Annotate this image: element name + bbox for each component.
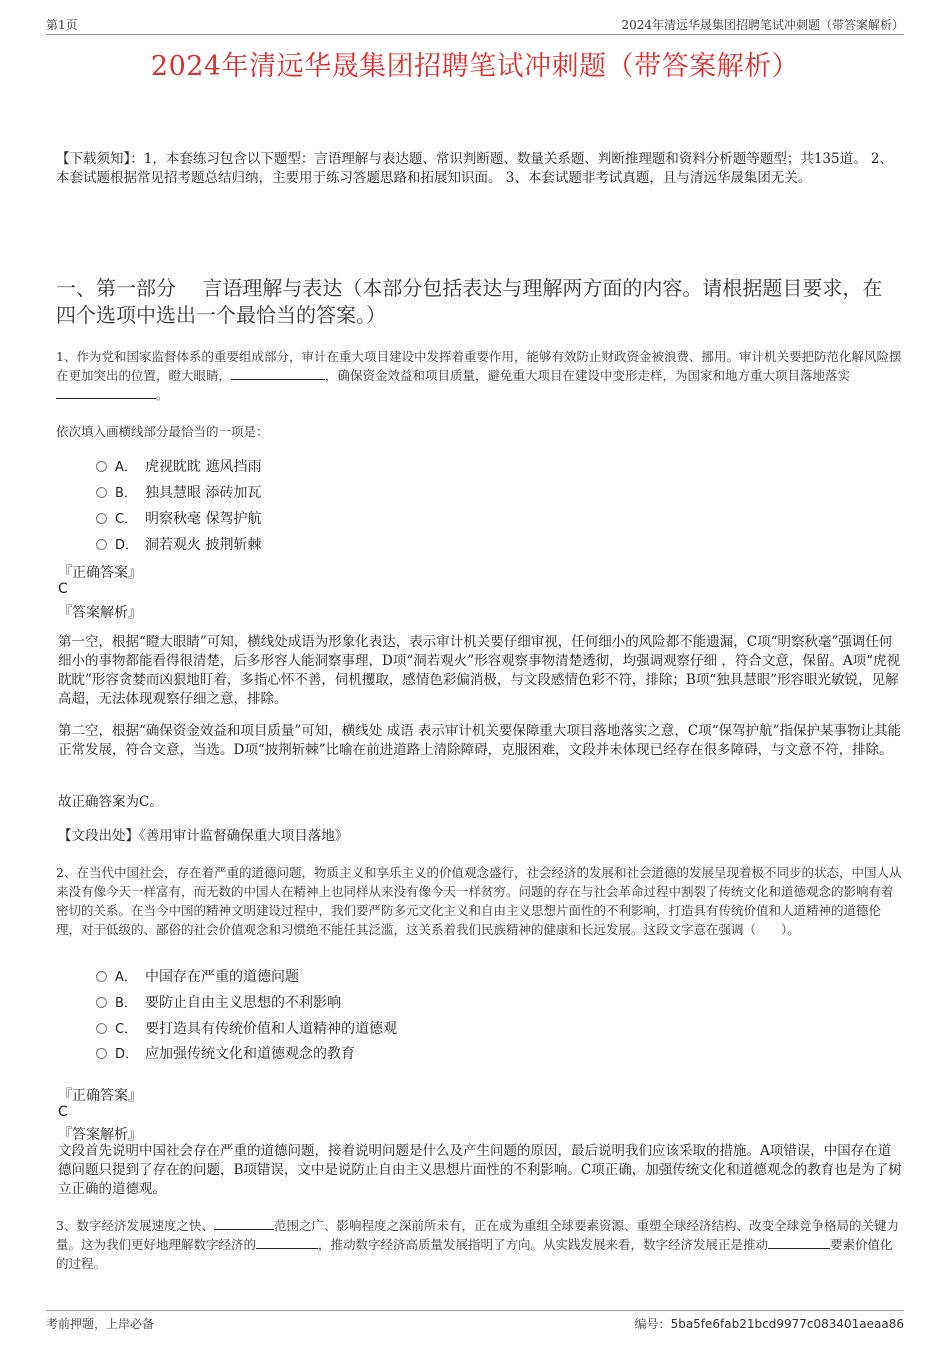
section-heading: 一、第一部分 言语理解与表达（本部分包括表达与理解两方面的内容。请根据题目要求，在四个选项中选出一个最恰当的答案。） (56, 276, 883, 327)
q1-answer: C (58, 581, 68, 597)
question-2-stem: 2、在当代中国社会，存在着严重的道德问题，物质主义和享乐主义的价值观念盛行，社会经济的发展和社会道德的发展呈现着极不同步的状态，中国人从来没有像今天一样富有，而无数的中国人在精神上也同样从来没有像今天一样贫穷。问题的存在与社会革命过程中割裂了传统文化和道德观念的影响有着密切的关系。在当今中国的精神文明建设过程中，我们要严防多元文化主义和自由主义思想片面性的不利影响，打造具有传统价值和人道精神的道德伦理，对于低级的、鄙俗的社会价值观念和习惯绝不能任其泛滥，这关系着我们民族精神的健康和长远发展。这段文字意在强调（ ）。 (56, 865, 902, 937)
q2-option-c[interactable]: C． 要打造具有传统价值和人道精神的道德观 (96, 1018, 397, 1038)
radio-icon[interactable] (96, 1023, 107, 1034)
radio-icon[interactable] (96, 997, 107, 1008)
q1-answer-label: 『正确答案』 (58, 565, 142, 581)
radio-icon[interactable] (96, 461, 107, 472)
download-notice: 【下载须知】：1，本套练习包含以下题型：言语理解与表达题、常识判断题、数量关系题、判断推理题和资料分析题等题型；共135道。 2、本套试题根据常见招考题总结归纳，主要用于练习答题思路和拓展知识面。 3、本套试题非考试真题，且与清远华晟集团无关。 (56, 151, 893, 186)
q2-answer-label: 『正确答案』 (58, 1088, 142, 1104)
q2-option-b[interactable]: B． 要防止自由主义思想的不利影响 (96, 992, 341, 1012)
q1-analysis-label: 『答案解析』 (58, 605, 142, 621)
page-number: 第1页 (46, 18, 78, 32)
footer-code: 编号：5ba5fe6fab21bcd9977c083401aeaa86 (634, 1317, 904, 1331)
fill-blank-2 (56, 386, 156, 399)
question-1-prompt: 依次填入画横线部分最恰当的一项是： (56, 424, 269, 439)
q1-option-b[interactable]: B． 独具慧眼 添砖加瓦 (96, 482, 261, 502)
question-3-stem: 3、数字经济发展速度之快、 范围之广、影响程度之深前所未有，正在成为重组全球要素资源、重塑全球经济结构、改变全球竞争格局的关键力量。这为我们更好地理解数字经济的 ，推动数字经济高质量发展指明了方向。从实践发展来看，数字经济发展正是推动 要素价值化的过程。 (56, 1218, 899, 1271)
q2-analysis: 文段首先说明中国社会存在严重的道德问题，接着说明问题是什么及产生问题的原因，最后说明我们应该采取的措施。A项错误，中国存在道德问题只提到了存在的问题，B项错误，文中是说防止自由主义思想片面性的不利影响。C项正确，加强传统文化和道德观念的教育也是为了树立正确的道德观。 (58, 1143, 902, 1197)
fill-blank-3 (214, 1217, 274, 1230)
fill-blank-4 (256, 1236, 318, 1249)
page-header (46, 14, 904, 35)
header-doc-title: 2024年清远华晟集团招聘笔试冲刺题（带答案解析） (621, 18, 904, 32)
question-1-stem: 1、作为党和国家监督体系的重要组成部分，审计在重大项目建设中发挥着重要作用，能够有效防止财政资金被浪费、挪用。审计机关要把防范化解风险摆在更加突出的位置，瞪大眼睛， ，确保资金效益和项目质量，避免重大项目在建设中变形走样，为国家和地方重大项目落地落实。 (56, 349, 902, 402)
radio-icon[interactable] (96, 539, 107, 550)
q1-source: 【文段出处】《善用审计监督确保重大项目落地》 (58, 828, 349, 844)
document-title: 2024年清远华晟集团招聘笔试冲刺题（带答案解析） (150, 51, 800, 82)
footer-slogan: 考前押题，上岸必备 (46, 1317, 155, 1331)
q1-analysis-paragraph-2: 第二空，根据“确保资金效益和项目质量”可知，横线处 成语 表示审计机关要保障重大项目落地落实之意，C项“保驾护航”指保护某事物让其能正常发展，符合文意，当选。D项“披荆斩棘”比喻在前进道路上清除障碍，克服困难，文段并未体现已经存在很多障碍，与文意不符，排除。 (58, 723, 902, 758)
q1-analysis-paragraph-1: 第一空，根据“瞪大眼睛”可知，横线处成语为形象化表达，表示审计机关要仔细审视，任何细小的风险都不能遗漏，C项“明察秋毫”强调任何细小的事物都能看得很清楚，后多形容人能洞察事理，D项“洞若观火”形容观察事物清楚透彻，均强调观察仔细 ，符合文意，保留。A项“虎视眈眈”形容贪婪而凶狠地盯着，多指心怀不善，伺机攫取，感情色彩偏消极，与文段感情色彩不符，排除；B项“独具慧眼”形容眼光敏锐，见解高超，无法体现观察仔细之意，排除。 (58, 634, 901, 707)
fill-blank-1 (231, 367, 325, 380)
q1-option-c[interactable]: C． 明察秋毫 保驾护航 (96, 508, 261, 528)
q2-option-d[interactable]: D． 应加强传统文化和道德观念的教育 (96, 1043, 355, 1063)
radio-icon[interactable] (96, 971, 107, 982)
q2-analysis-label: 『答案解析』 (58, 1127, 142, 1143)
q1-conclusion: 故正确答案为C。 (58, 794, 163, 810)
page-footer (46, 1310, 904, 1333)
radio-icon[interactable] (96, 513, 107, 524)
q1-option-a[interactable]: A． 虎视眈眈 遮风挡雨 (96, 456, 261, 476)
radio-icon[interactable] (96, 1048, 107, 1059)
q2-answer: C (58, 1104, 68, 1120)
q1-option-d[interactable]: D． 洞若观火 披荆斩棘 (96, 534, 261, 554)
fill-blank-5 (768, 1236, 830, 1249)
q2-option-a[interactable]: A． 中国存在严重的道德问题 (96, 966, 299, 986)
radio-icon[interactable] (96, 487, 107, 498)
